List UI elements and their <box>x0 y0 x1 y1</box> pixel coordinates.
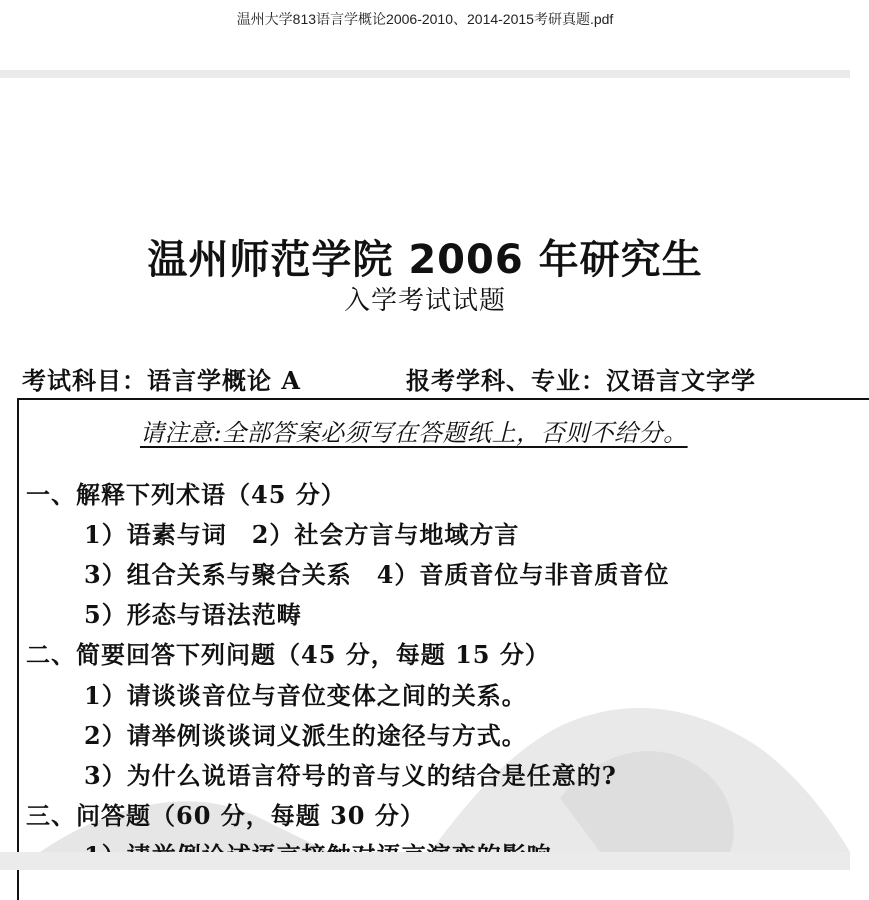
document-title: 温州师范学院 2006 年研究生 <box>147 237 703 283</box>
section-heading: 三、问答题（60 分，每题 30 分） <box>26 801 425 830</box>
viewer-title-bar <box>0 0 850 70</box>
question-line: 1）语素与词 2）社会方言与地域方言 <box>84 520 520 549</box>
document-subtitle: 入学考试试题 <box>343 286 506 316</box>
exam-major: 报考学科、专业：汉语言文字学 <box>406 366 756 395</box>
question-line: 5）形态与语法范畴 <box>84 600 302 629</box>
question-line: 1）请谈谈音位与音位变体之间的关系。 <box>84 681 527 710</box>
section-heading: 二、简要回答下列问题（45 分，每题 15 分） <box>26 640 550 669</box>
question-line: 3）组合关系与聚合关系 4）音质音位与非音质音位 <box>84 560 670 589</box>
question-line: 2）请举例谈谈词义派生的途径与方式。 <box>84 721 527 750</box>
pdf-page[interactable] <box>0 78 850 852</box>
page-gap-top <box>0 70 850 78</box>
page-gap-bottom <box>0 852 850 870</box>
file-name: 温州大学813语言学概论2006-2010、2014-2015考研真题.pdf <box>236 11 614 27</box>
section-heading: 一、解释下列术语（45 分） <box>26 480 346 509</box>
exam-subject: 考试科目：语言学概论 A <box>22 366 301 395</box>
notice-text: 请注意:全部答案必须写在答题纸上，否则不给分。 <box>140 419 688 447</box>
question-line: 3）为什么说语言符号的音与义的结合是任意的? <box>84 761 617 790</box>
